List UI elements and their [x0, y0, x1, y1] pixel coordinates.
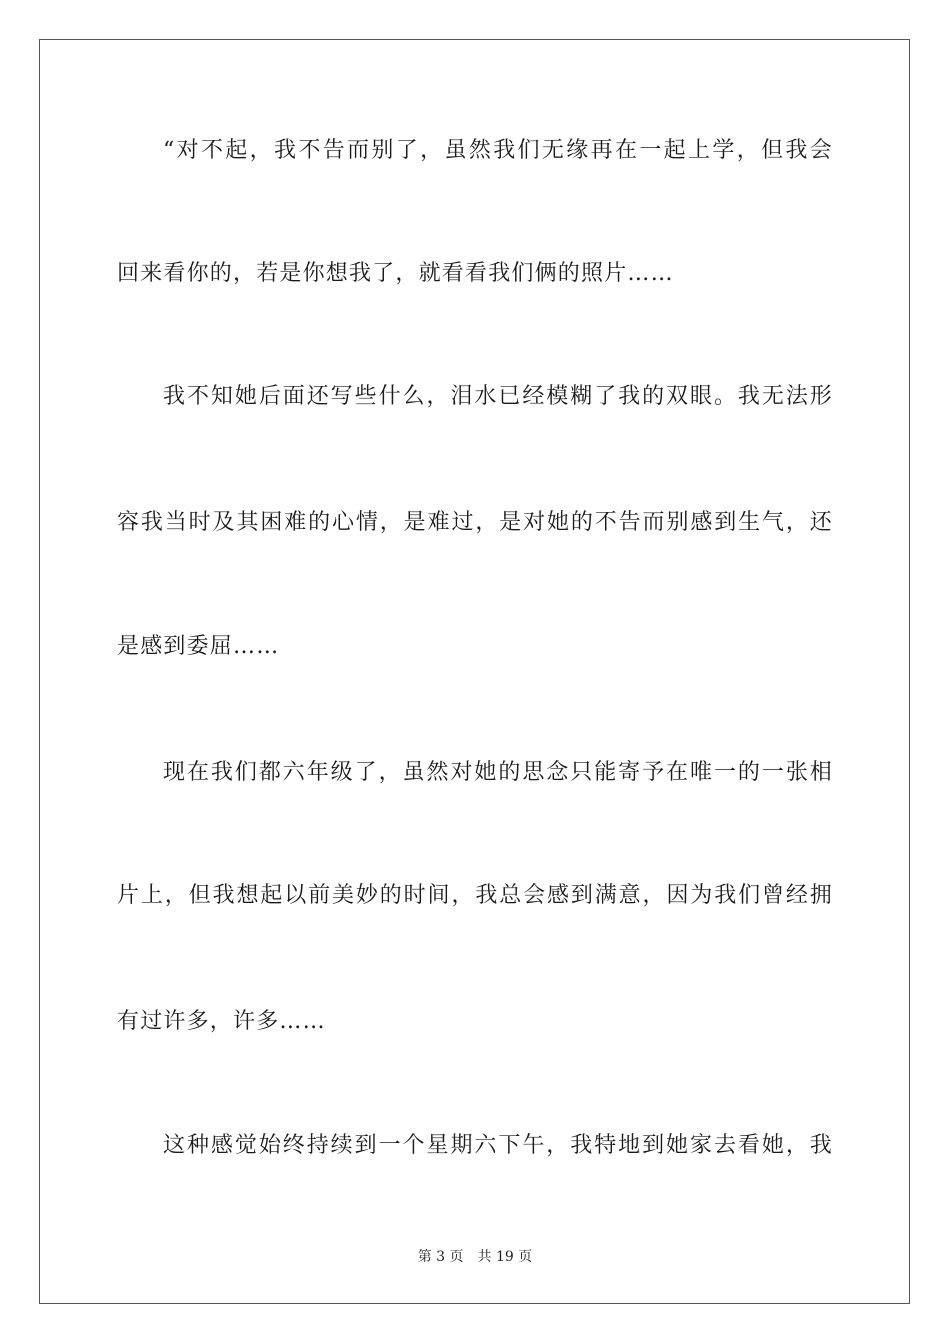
paragraph-2-line-1: 我不知她后面还写些什么，泪水已经模糊了我的双眼。我无法形	[163, 384, 833, 409]
paragraph-2-line-2: 容我当时及其困难的心情，是难过，是对她的不告而别感到生气，还	[117, 510, 833, 535]
page-number: 第 3 页	[417, 1249, 464, 1265]
paragraph-1-line-1: “对不起，我不告而别了，虽然我们无缘再在一起上学，但我会	[163, 138, 833, 163]
paragraph-1-line-2: 回来看你的，若是你想我了，就看看我们俩的照片……	[117, 261, 674, 286]
paragraph-2-line-3: 是感到委屈……	[117, 634, 280, 659]
paragraph-4-line-1: 这种感觉始终持续到一个星期六下午，我特地到她家去看她，我	[163, 1133, 833, 1158]
paragraph-3-line-2: 片上，但我想起以前美妙的时间，我总会感到满意，因为我们曾经拥	[117, 883, 833, 908]
page-border	[39, 39, 910, 1304]
page-total: 共 19 页	[477, 1249, 533, 1265]
paragraph-3-line-1: 现在我们都六年级了，虽然对她的思念只能寄予在唯一的一张相	[163, 760, 833, 785]
page-footer	[0, 1248, 950, 1266]
paragraph-3-line-3: 有过许多，许多……	[117, 1009, 326, 1034]
